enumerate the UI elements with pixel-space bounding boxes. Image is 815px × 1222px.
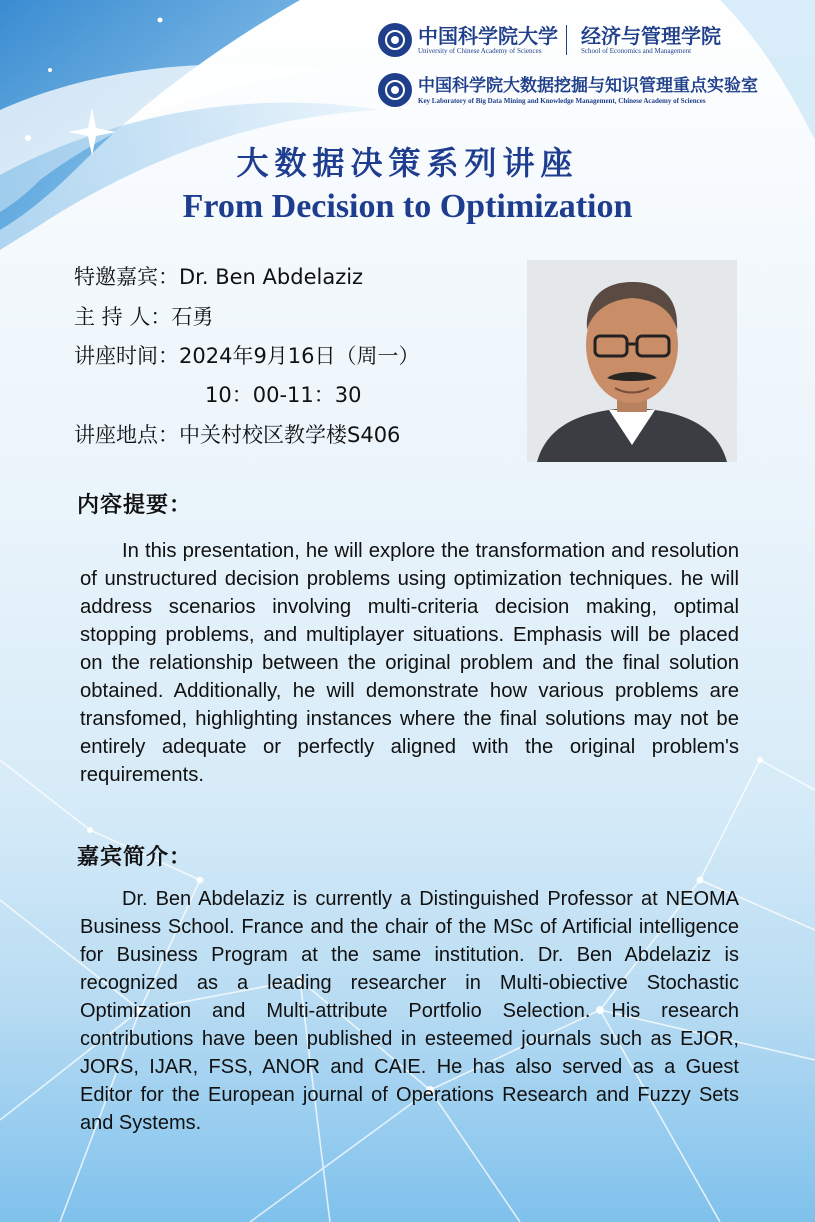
- place-line: [74, 422, 400, 448]
- abstract-text: [80, 537, 739, 789]
- lecture-place: 中关村校区教学楼S406: [179, 423, 401, 447]
- place-label: 讲座地点：: [74, 423, 179, 447]
- lecture-date: 2024年9月16日（周一）: [179, 344, 420, 368]
- speaker-label: 特邀嘉宾：: [74, 265, 179, 289]
- series-title: 大数据决策系列讲座: [236, 144, 579, 182]
- university-logo-row: [378, 20, 721, 60]
- ucas-name: [418, 25, 558, 56]
- ucas-seal-icon: [378, 23, 412, 57]
- speaker-line: [74, 264, 363, 290]
- time-line: [74, 343, 420, 369]
- host-line: [74, 304, 213, 330]
- logo-divider: [566, 25, 567, 55]
- ucas-name-cn: 中国科学院大学: [418, 23, 558, 48]
- lab-name-en: Key Laboratory of Big Data Mining and Knowledge Management, Chinese Academy of Sciences: [418, 96, 706, 105]
- school-name-en: School of Economics and Management: [581, 46, 692, 55]
- bio-text: [80, 885, 739, 1137]
- time-label: 讲座时间：: [74, 344, 179, 368]
- speaker-name: Dr. Ben Abdelaziz: [179, 265, 364, 289]
- abstract-heading: 内容提要：: [77, 493, 193, 518]
- lab-logo-row: [378, 70, 758, 110]
- talk-title: From Decision to Optimization: [182, 188, 633, 225]
- lecture-time: 10：00-11：30: [205, 383, 362, 407]
- school-name: [581, 25, 721, 56]
- lab-name: [418, 75, 758, 106]
- school-name-cn: 经济与管理学院: [581, 23, 721, 48]
- bio-heading: 嘉宾简介：: [77, 845, 193, 870]
- host-name: 石勇: [171, 305, 214, 329]
- abstract-body: In this presentation, he will explore the transformation and resolution of unstructured decision problems using optimization techniques. he will address scenarios involving multi-criteria decision making, optimal stopping problems, and multiplayer situations. Emphasis will be placed on the relationship between the original problem and the final solution obtained. Additionally, he will demonstrate how various problems are transfomed, highlighting instances where the final solutions may not be entirely adequate or perfectly aligned with the original problem's requirements.: [80, 540, 739, 786]
- bio-body: Dr. Ben Abdelaziz is currently a Distinguished Professor at NEOMA Business School. France and the chair of the MSc of Artificial intelligence for Business Program at the same institution. Dr. Ben Abdelaziz is recognized as a leading researcher in Multi-obiective Stochastic Optimization and Multi-attribute Portfolio Selection. His research contributions have been published in esteemed journals such as EJOR, JORS, IJAR, FSS, ANOR and CAIE. He has also served as a Guest Editor for the European journal of Operations Research and Fuzzy Sets and Systems.: [80, 888, 739, 1134]
- lab-name-cn: 中国科学院大数据挖掘与知识管理重点实验室: [418, 75, 758, 96]
- ucas-name-en: University of Chinese Academy of Sciences: [418, 46, 542, 55]
- cas-seal-icon: [378, 73, 412, 107]
- host-label: 主 持 人：: [74, 305, 172, 329]
- speaker-photo: [527, 260, 737, 462]
